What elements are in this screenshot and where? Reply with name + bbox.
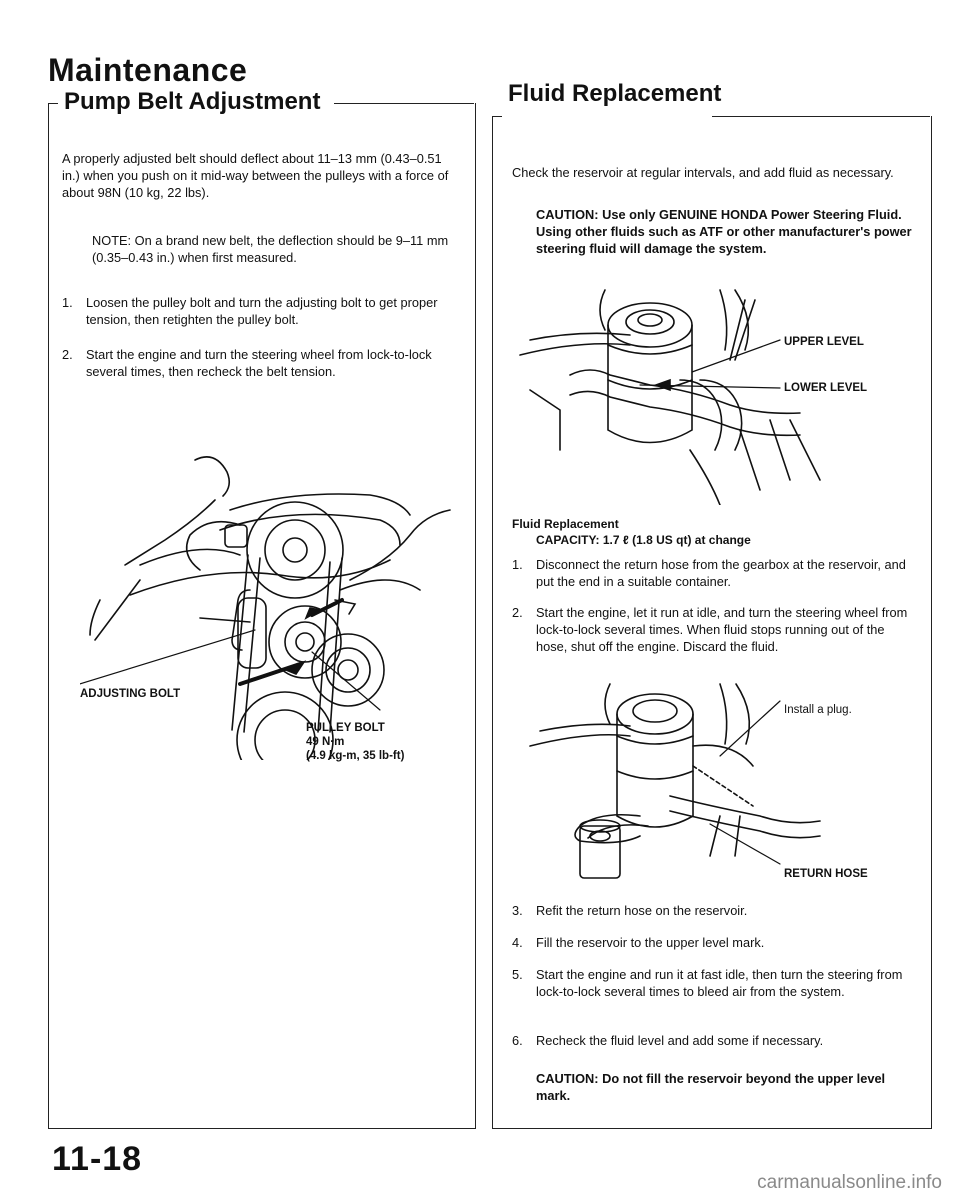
fluid-heading: Fluid Replacement xyxy=(508,80,727,108)
install-plug-label: Install a plug. xyxy=(784,704,852,716)
step-text: Start the engine, let it run at idle, and turn the steering wheel from lock-to-lock several times. When fluid stops running out of the hose, shut off the engine. Discard the fluid. xyxy=(536,605,908,654)
section-rule xyxy=(334,103,474,104)
fluid-intro: Check the reservoir at regular intervals, and add fluid as necessary. xyxy=(512,165,894,180)
section-rule-tick xyxy=(48,103,58,104)
lower-level-label: LOWER LEVEL xyxy=(784,382,868,394)
pump-belt-note: NOTE: On a brand new belt, the deflection should be 9–11 mm (0.35–0.43 in.) when first measured. xyxy=(92,233,449,265)
fluid-sub-title: Fluid Replacement xyxy=(512,517,619,531)
pump-belt-heading: Pump Belt Adjustment xyxy=(64,88,326,116)
pulley-torque-label: 49 N·m xyxy=(306,736,345,748)
fluid-capacity: CAPACITY: 1.7 ℓ (1.8 US qt) at change xyxy=(536,533,751,547)
watermark: carmanualsonline.info xyxy=(757,1172,942,1193)
pump-belt-step xyxy=(62,346,462,400)
step-number: 2. xyxy=(512,605,523,620)
fluid-step xyxy=(512,556,912,592)
fluid-step xyxy=(512,604,912,676)
return-hose-label: RETURN HOSE xyxy=(784,868,868,880)
step-text: Start the engine and run it at fast idle, then turn the steering from lock-to-lock several times to bleed air from the system. xyxy=(536,967,903,999)
step-text: Start the engine and turn the steering wheel from lock-to-lock several times, then recheck the belt tension. xyxy=(86,347,432,379)
step-number: 1. xyxy=(512,557,523,572)
step-number: 4. xyxy=(512,935,523,950)
step-text: Fill the reservoir to the upper level mark. xyxy=(536,935,765,950)
step-text: Loosen the pulley bolt and turn the adjusting bolt to get proper tension, then retighten the pulley bolt. xyxy=(86,295,438,327)
page-number: 11-18 xyxy=(52,1140,143,1178)
upper-level-label: UPPER LEVEL xyxy=(784,336,864,348)
step-number: 5. xyxy=(512,967,523,982)
adjusting-bolt-label: ADJUSTING BOLT xyxy=(80,688,181,700)
pump-belt-figure xyxy=(80,440,470,760)
fluid-step xyxy=(512,902,912,922)
step-number: 1. xyxy=(62,295,73,310)
section-rule-tick xyxy=(492,116,502,117)
step-text: Refit the return hose on the reservoir. xyxy=(536,903,748,918)
step-number: 2. xyxy=(62,347,73,362)
fluid-step xyxy=(512,934,912,954)
page-title: Maintenance xyxy=(48,52,248,88)
fluid-caution-2: CAUTION: Do not fill the reservoir beyond the upper level mark. xyxy=(536,1071,886,1103)
pump-belt-intro: A properly adjusted belt should deflect about 11–13 mm (0.43–0.51 in.) when you push on it mid-way between the pulleys with a force of about 98N (10 kg, 22 lbs). xyxy=(62,151,449,200)
section-rule xyxy=(712,116,930,117)
pump-belt-step xyxy=(62,294,462,330)
fluid-caution: CAUTION: Use only GENUINE HONDA Power Steering Fluid. Using other fluids such as ATF or other manufacturer's power steering fluid will damage the system. xyxy=(536,207,912,256)
step-text: Disconnect the return hose from the gearbox at the reservoir, and put the end in a suitable container. xyxy=(536,557,906,589)
fluid-step xyxy=(512,1032,912,1052)
pulley-torque-alt-label: (4.9 kg-m, 35 lb-ft) xyxy=(306,750,405,762)
step-text: Recheck the fluid level and add some if necessary. xyxy=(536,1033,824,1048)
step-number: 6. xyxy=(512,1033,523,1048)
pulley-bolt-label: PULLEY BOLT xyxy=(306,722,385,734)
step-number: 3. xyxy=(512,903,523,918)
fluid-step xyxy=(512,966,912,1020)
